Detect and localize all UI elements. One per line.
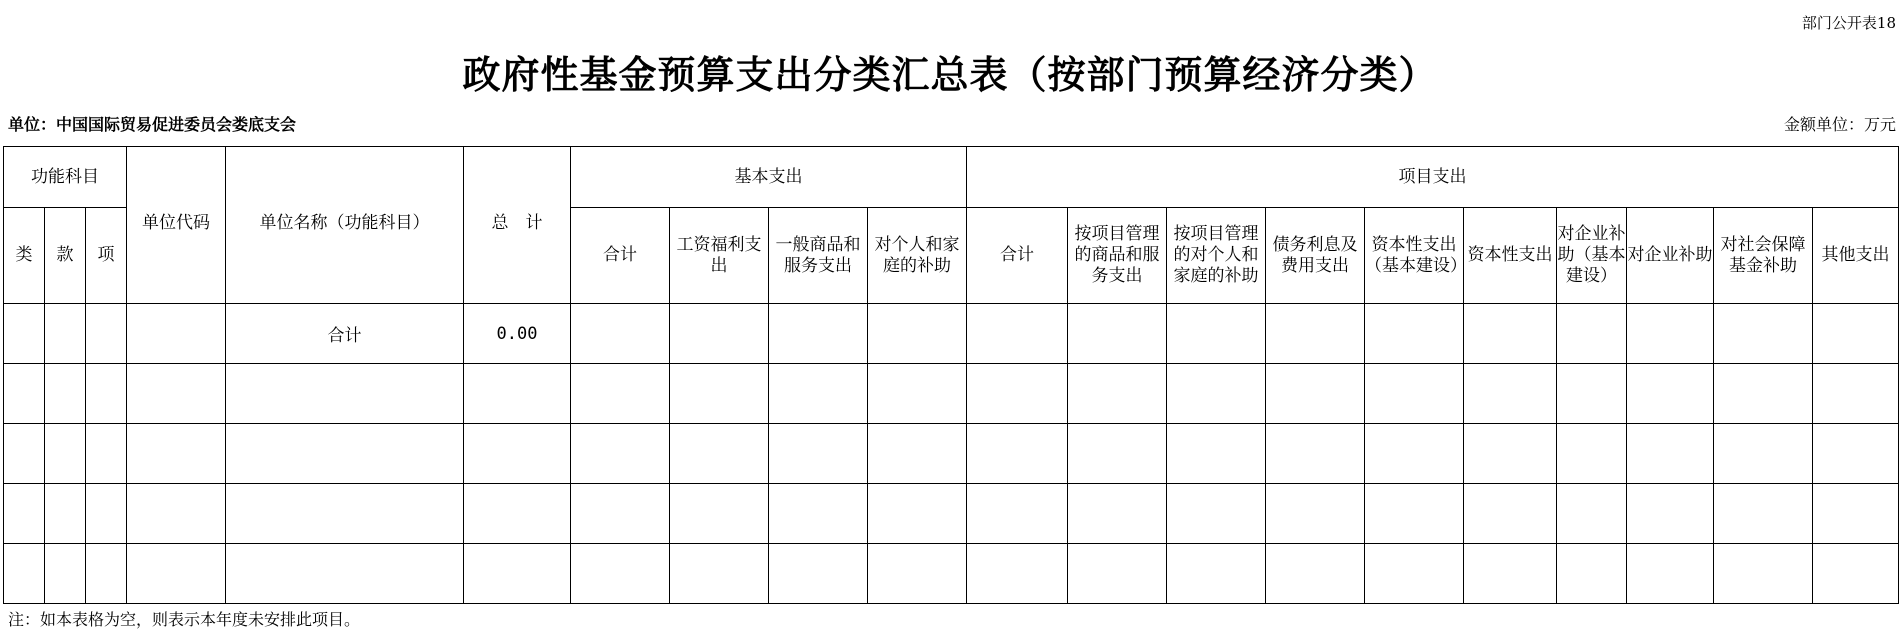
cell-xiang [86, 484, 127, 544]
cell [1557, 364, 1627, 424]
cell [967, 364, 1068, 424]
cell [571, 364, 670, 424]
cell-unit-name: 合计 [226, 304, 464, 364]
cell [1266, 484, 1365, 544]
cell [967, 544, 1068, 604]
cell [1714, 304, 1813, 364]
cell-kuan [45, 424, 86, 484]
header-project-expenditure: 项目支出 [967, 147, 1899, 208]
cell-unit-name [226, 364, 464, 424]
reporting-unit: 单位：中国国际贸易促进委员会娄底支会 [8, 115, 297, 134]
cell [769, 304, 868, 364]
cell [1167, 484, 1266, 544]
cell [1167, 364, 1266, 424]
form-number: 部门公开表18 [1801, 14, 1896, 32]
header-func-subject: 功能科目 [4, 147, 127, 208]
cell-unit-code [127, 484, 226, 544]
header-enterprise-subsidy-construction: 对企业补助（基本建设） [1557, 208, 1627, 304]
cell [1627, 364, 1714, 424]
cell [1464, 304, 1557, 364]
cell [1068, 484, 1167, 544]
cell [1714, 484, 1813, 544]
table-row [4, 544, 1899, 604]
cell [868, 544, 967, 604]
cell [1627, 544, 1714, 604]
cell [1627, 484, 1714, 544]
cell [868, 364, 967, 424]
cell [1068, 304, 1167, 364]
cell [1714, 544, 1813, 604]
header-capital-construction: 资本性支出（基本建设） [1365, 208, 1464, 304]
cell-lei [4, 364, 45, 424]
cell [1557, 424, 1627, 484]
page-title: 政府性基金预算支出分类汇总表（按部门预算经济分类） [462, 52, 1438, 97]
cell [868, 484, 967, 544]
cell-xiang [86, 304, 127, 364]
cell [1068, 544, 1167, 604]
cell [967, 304, 1068, 364]
cell [1365, 304, 1464, 364]
cell [1557, 544, 1627, 604]
cell [769, 424, 868, 484]
cell [1813, 424, 1899, 484]
cell-lei [4, 544, 45, 604]
table-row [4, 484, 1899, 544]
cell [868, 424, 967, 484]
header-unit-name: 单位名称（功能科目） [226, 147, 464, 304]
header-enterprise-subsidy: 对企业补助 [1627, 208, 1714, 304]
table-row [4, 364, 1899, 424]
cell [769, 544, 868, 604]
cell [1266, 544, 1365, 604]
cell-total: 0.00 [464, 304, 571, 364]
header-project-total: 合计 [967, 208, 1068, 304]
cell-unit-name [226, 484, 464, 544]
header-other-expenditure: 其他支出 [1813, 208, 1899, 304]
cell [670, 544, 769, 604]
cell-unit-name [226, 424, 464, 484]
cell [1714, 424, 1813, 484]
cell [1627, 424, 1714, 484]
header-lei: 类 [4, 208, 45, 304]
cell [571, 484, 670, 544]
cell-lei [4, 304, 45, 364]
cell [1068, 364, 1167, 424]
cell [1266, 364, 1365, 424]
header-capital-expenditure: 资本性支出 [1464, 208, 1557, 304]
cell-unit-code [127, 304, 226, 364]
cell-total [464, 424, 571, 484]
header-basic-total: 合计 [571, 208, 670, 304]
cell [670, 424, 769, 484]
cell [1365, 544, 1464, 604]
cell-total [464, 364, 571, 424]
cell [670, 364, 769, 424]
header-project-personal-subsidy: 按项目管理的对个人和家庭的补助 [1167, 208, 1266, 304]
header-xiang: 项 [86, 208, 127, 304]
cell [1167, 424, 1266, 484]
cell [571, 304, 670, 364]
cell-lei [4, 484, 45, 544]
cell [571, 544, 670, 604]
cell [1167, 544, 1266, 604]
cell [1557, 484, 1627, 544]
cell [1813, 364, 1899, 424]
cell [1557, 304, 1627, 364]
header-kuan: 款 [45, 208, 86, 304]
cell-unit-name [226, 544, 464, 604]
cell-total [464, 544, 571, 604]
header-social-security-subsidy: 对社会保障基金补助 [1714, 208, 1813, 304]
table-row [4, 424, 1899, 484]
cell [571, 424, 670, 484]
cell [868, 304, 967, 364]
cell [1365, 484, 1464, 544]
cell [769, 364, 868, 424]
cell-total [464, 484, 571, 544]
cell [1627, 304, 1714, 364]
budget-table [3, 146, 1899, 604]
header-basic-expenditure: 基本支出 [571, 147, 967, 208]
cell [1464, 484, 1557, 544]
cell [1365, 424, 1464, 484]
cell [1464, 364, 1557, 424]
cell-xiang [86, 544, 127, 604]
cell-xiang [86, 364, 127, 424]
header-row-1 [4, 147, 1899, 208]
cell-unit-code [127, 424, 226, 484]
cell-unit-code [127, 364, 226, 424]
header-salary-welfare: 工资福利支出 [670, 208, 769, 304]
cell [769, 484, 868, 544]
cell [1813, 304, 1899, 364]
cell-kuan [45, 544, 86, 604]
cell [1365, 364, 1464, 424]
cell [1464, 424, 1557, 484]
cell-lei [4, 424, 45, 484]
cell [1813, 484, 1899, 544]
cell [670, 484, 769, 544]
header-unit-code: 单位代码 [127, 147, 226, 304]
cell-kuan [45, 364, 86, 424]
table-row [4, 304, 1899, 364]
cell [967, 484, 1068, 544]
cell-unit-code [127, 544, 226, 604]
header-total: 总 计 [464, 147, 571, 304]
footnote: 注：如本表格为空，则表示本年度未安排此项目。 [8, 610, 361, 629]
cell [1068, 424, 1167, 484]
cell [967, 424, 1068, 484]
cell [1813, 544, 1899, 604]
cell [1266, 304, 1365, 364]
cell [1266, 424, 1365, 484]
cell [1714, 364, 1813, 424]
cell [1464, 544, 1557, 604]
header-debt-interest: 债务利息及费用支出 [1266, 208, 1365, 304]
cell [670, 304, 769, 364]
amount-unit: 金额单位：万元 [1783, 115, 1896, 134]
header-personal-subsidy: 对个人和家庭的补助 [868, 208, 967, 304]
header-project-goods-services: 按项目管理的商品和服务支出 [1068, 208, 1167, 304]
cell [1167, 304, 1266, 364]
cell-xiang [86, 424, 127, 484]
cell-kuan [45, 484, 86, 544]
cell-kuan [45, 304, 86, 364]
header-goods-services: 一般商品和服务支出 [769, 208, 868, 304]
